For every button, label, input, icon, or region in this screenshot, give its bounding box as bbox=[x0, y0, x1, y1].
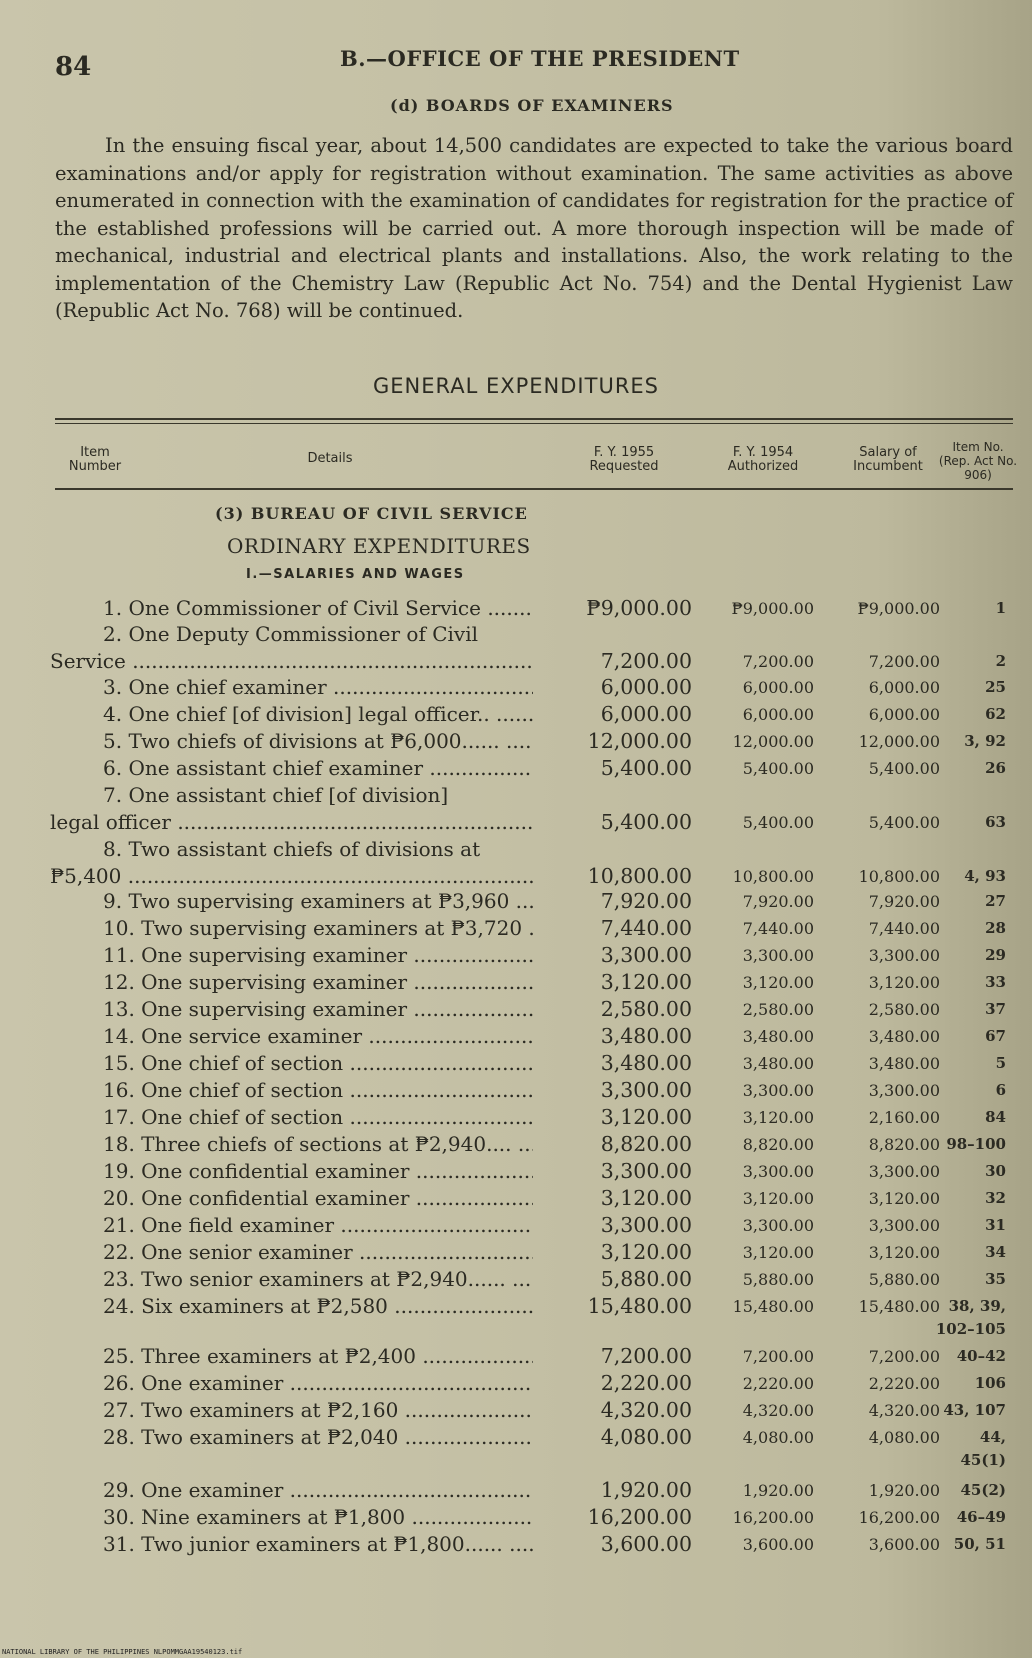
amount-fy1955: 6,000.00 bbox=[600, 702, 692, 726]
item-description: 19. One confidential examiner ..... bbox=[103, 1159, 533, 1183]
bureau-title: (3) BUREAU OF CIVIL SERVICE bbox=[215, 504, 528, 523]
salary-of-incumbent: 3,300.00 bbox=[868, 1216, 940, 1235]
item-description: 11. One supervising examiner ..... bbox=[103, 943, 533, 967]
rep-act-item-number: 50, 51 bbox=[953, 1535, 1006, 1553]
col-header-item-no: Item No. (Rep. Act No. 906) bbox=[938, 440, 1018, 482]
amount-fy1954: 3,120.00 bbox=[742, 1243, 814, 1262]
rep-act-item-number: 28 bbox=[985, 919, 1006, 937]
amount-fy1954: 3,600.00 bbox=[742, 1535, 814, 1554]
col-header-item-number: Item Number bbox=[68, 445, 122, 474]
amount-fy1955: 7,200.00 bbox=[600, 649, 692, 673]
item-description: 4. One chief [of division] legal officer.. ..... bbox=[103, 702, 533, 726]
item-description: 7. One assistant chief [of division] bbox=[103, 783, 449, 807]
amount-fy1955: 3,120.00 bbox=[600, 970, 692, 994]
rep-act-item-number: 98–100 bbox=[946, 1135, 1006, 1153]
salary-of-incumbent: 3,120.00 bbox=[868, 1243, 940, 1262]
rep-act-item-number-continued: 45(1) bbox=[960, 1451, 1006, 1469]
item-description: 31. Two junior examiners at ₱1,800...... ..... bbox=[103, 1532, 533, 1556]
rep-act-item-number: 46–49 bbox=[956, 1508, 1006, 1526]
salary-of-incumbent: 3,300.00 bbox=[868, 1081, 940, 1100]
item-description: 20. One confidential examiner ..... bbox=[103, 1186, 533, 1210]
office-title: B.—OFFICE OF THE PRESIDENT bbox=[340, 46, 740, 71]
salary-of-incumbent: 7,200.00 bbox=[868, 652, 940, 671]
amount-fy1954: 4,080.00 bbox=[742, 1428, 814, 1447]
rep-act-item-number: 35 bbox=[985, 1270, 1006, 1288]
salary-of-incumbent: 5,400.00 bbox=[868, 813, 940, 832]
amount-fy1955: 6,000.00 bbox=[600, 675, 692, 699]
rep-act-item-number: 1 bbox=[995, 599, 1006, 617]
salary-of-incumbent: 7,440.00 bbox=[868, 919, 940, 938]
salary-of-incumbent: 3,300.00 bbox=[868, 946, 940, 965]
salary-of-incumbent: 2,580.00 bbox=[868, 1000, 940, 1019]
intro-paragraph: In the ensuing fiscal year, about 14,500 candidates are expected to take the various board examinations and/or apply for registration without examination. The same activities as above enumerated in connection with the examination of candidates for registration for the practice of the established professions will be carried out. A more thorough inspection will be made of mechanical, industrial and electrical plants and installations. Also, the work relating to the implementation of the Chemistry Law (Republic Act No. 754) and the Dental Hygienist Law (Republic Act No. 768) will be continued. bbox=[55, 134, 1013, 322]
salary-of-incumbent: 5,880.00 bbox=[868, 1270, 940, 1289]
amount-fy1955: 3,600.00 bbox=[600, 1532, 692, 1556]
salary-of-incumbent: 2,220.00 bbox=[868, 1374, 940, 1393]
amount-fy1955: 5,400.00 bbox=[600, 756, 692, 780]
salary-of-incumbent: 3,480.00 bbox=[868, 1054, 940, 1073]
rep-act-item-number: 33 bbox=[985, 973, 1006, 991]
library-stamp: NATIONAL LIBRARY OF THE PHILIPPINES NLPOMMGAA19540123.tif bbox=[2, 1648, 243, 1656]
amount-fy1955: 8,820.00 bbox=[600, 1132, 692, 1156]
salary-of-incumbent: 2,160.00 bbox=[868, 1108, 940, 1127]
rep-act-item-number: 44, bbox=[979, 1428, 1006, 1446]
salary-of-incumbent: 3,480.00 bbox=[868, 1027, 940, 1046]
amount-fy1955: 3,300.00 bbox=[600, 1078, 692, 1102]
col-header-salary: Salary of Incumbent bbox=[853, 445, 923, 474]
item-description-continued: Service ..... bbox=[50, 649, 533, 673]
salary-of-incumbent: 10,800.00 bbox=[858, 867, 940, 886]
item-description: 27. Two examiners at ₱2,160 ..... bbox=[103, 1398, 533, 1422]
item-description-continued: legal officer ..... bbox=[50, 810, 533, 834]
salary-of-incumbent: 3,600.00 bbox=[868, 1535, 940, 1554]
item-description: 13. One supervising examiner ..... bbox=[103, 997, 533, 1021]
amount-fy1954: 7,200.00 bbox=[742, 1347, 814, 1366]
salary-of-incumbent: 5,400.00 bbox=[868, 759, 940, 778]
item-description: 21. One field examiner ..... bbox=[103, 1213, 533, 1237]
rep-act-item-number: 31 bbox=[985, 1216, 1006, 1234]
amount-fy1954: 4,320.00 bbox=[742, 1401, 814, 1420]
rep-act-item-number: 30 bbox=[985, 1162, 1006, 1180]
amount-fy1954: 7,440.00 bbox=[742, 919, 814, 938]
rep-act-item-number: 26 bbox=[985, 759, 1006, 777]
salary-of-incumbent: 16,200.00 bbox=[858, 1508, 940, 1527]
rep-act-item-number: 67 bbox=[985, 1027, 1006, 1045]
amount-fy1955: 2,580.00 bbox=[600, 997, 692, 1021]
col-header-fy1955: F. Y. 1955 Requested bbox=[589, 445, 659, 474]
amount-fy1954: 5,400.00 bbox=[742, 813, 814, 832]
salary-of-incumbent: 7,200.00 bbox=[868, 1347, 940, 1366]
salary-of-incumbent: 8,820.00 bbox=[868, 1135, 940, 1154]
amount-fy1955: 3,480.00 bbox=[600, 1024, 692, 1048]
item-description: 28. Two examiners at ₱2,040 ..... bbox=[103, 1425, 533, 1449]
amount-fy1955: 5,400.00 bbox=[600, 810, 692, 834]
item-description: 25. Three examiners at ₱2,400 ..... bbox=[103, 1344, 533, 1368]
salary-of-incumbent: 6,000.00 bbox=[868, 705, 940, 724]
rep-act-item-number: 3, 92 bbox=[964, 732, 1006, 750]
item-description: 17. One chief of section ..... bbox=[103, 1105, 533, 1129]
general-expenditures-heading: GENERAL EXPENDITURES bbox=[372, 374, 660, 398]
salaries-wages-title: I.—SALARIES AND WAGES bbox=[246, 567, 465, 582]
amount-fy1954: 3,300.00 bbox=[742, 1162, 814, 1181]
item-description: 23. Two senior examiners at ₱2,940...... ..... bbox=[103, 1267, 533, 1291]
amount-fy1954: 2,220.00 bbox=[742, 1374, 814, 1393]
amount-fy1954: 5,400.00 bbox=[742, 759, 814, 778]
item-description: 8. Two assistant chiefs of divisions at bbox=[103, 837, 481, 861]
col-header-fy1954: F. Y. 1954 Authorized bbox=[727, 445, 799, 474]
amount-fy1954: 3,300.00 bbox=[742, 1216, 814, 1235]
salary-of-incumbent: 4,320.00 bbox=[868, 1401, 940, 1420]
item-description: 14. One service examiner ..... bbox=[103, 1024, 533, 1048]
amount-fy1954: 15,480.00 bbox=[732, 1297, 814, 1316]
amount-fy1955: 4,080.00 bbox=[600, 1425, 692, 1449]
amount-fy1954: 3,120.00 bbox=[742, 1189, 814, 1208]
salary-of-incumbent: ₱9,000.00 bbox=[857, 599, 940, 618]
item-description-continued: ₱5,400 ..... bbox=[50, 864, 533, 888]
amount-fy1954: 10,800.00 bbox=[732, 867, 814, 886]
rep-act-item-number: 32 bbox=[985, 1189, 1006, 1207]
item-description: 24. Six examiners at ₱2,580 ..... bbox=[103, 1294, 533, 1318]
amount-fy1954: 3,120.00 bbox=[742, 1108, 814, 1127]
amount-fy1954: 7,920.00 bbox=[742, 892, 814, 911]
rep-act-item-number: 45(2) bbox=[960, 1481, 1006, 1499]
rep-act-item-number: 27 bbox=[985, 892, 1006, 910]
amount-fy1955: 5,880.00 bbox=[600, 1267, 692, 1291]
rep-act-item-number: 63 bbox=[985, 813, 1006, 831]
rep-act-item-number: 37 bbox=[985, 1000, 1006, 1018]
rep-act-item-number: 40–42 bbox=[956, 1347, 1006, 1365]
item-description: 12. One supervising examiner ..... bbox=[103, 970, 533, 994]
item-description: 1. One Commissioner of Civil Service ..... bbox=[103, 596, 533, 620]
ordinary-expenditures-title: ORDINARY EXPENDITURES bbox=[227, 534, 531, 558]
page-number: 84 bbox=[55, 52, 92, 82]
item-description: 16. One chief of section ..... bbox=[103, 1078, 533, 1102]
item-description: 30. Nine examiners at ₱1,800 ..... bbox=[103, 1505, 533, 1529]
rep-act-item-number: 43, 107 bbox=[943, 1401, 1006, 1419]
section-title: (d) BOARDS OF EXAMINERS bbox=[390, 96, 674, 115]
item-description: 5. Two chiefs of divisions at ₱6,000...... ..... bbox=[103, 729, 533, 753]
amount-fy1955: 3,120.00 bbox=[600, 1105, 692, 1129]
amount-fy1954: 1,920.00 bbox=[742, 1481, 814, 1500]
rep-act-item-number: 29 bbox=[985, 946, 1006, 964]
amount-fy1955: 3,120.00 bbox=[600, 1240, 692, 1264]
rep-act-item-number: 84 bbox=[985, 1108, 1006, 1126]
item-description: 22. One senior examiner ..... bbox=[103, 1240, 533, 1264]
salary-of-incumbent: 12,000.00 bbox=[858, 732, 940, 751]
amount-fy1955: 15,480.00 bbox=[587, 1294, 692, 1318]
amount-fy1954: ₱9,000.00 bbox=[731, 599, 814, 618]
amount-fy1954: 3,120.00 bbox=[742, 973, 814, 992]
amount-fy1954: 12,000.00 bbox=[732, 732, 814, 751]
item-description: 18. Three chiefs of sections at ₱2,940.... ..... bbox=[103, 1132, 533, 1156]
amount-fy1955: 7,200.00 bbox=[600, 1344, 692, 1368]
rep-act-item-number: 6 bbox=[995, 1081, 1006, 1099]
amount-fy1955: 16,200.00 bbox=[587, 1505, 692, 1529]
item-description: 2. One Deputy Commissioner of Civil bbox=[103, 622, 479, 646]
amount-fy1955: 1,920.00 bbox=[600, 1478, 692, 1502]
salary-of-incumbent: 3,120.00 bbox=[868, 1189, 940, 1208]
rep-act-item-number: 25 bbox=[985, 678, 1006, 696]
amount-fy1954: 8,820.00 bbox=[742, 1135, 814, 1154]
amount-fy1955: 12,000.00 bbox=[587, 729, 692, 753]
salary-of-incumbent: 1,920.00 bbox=[868, 1481, 940, 1500]
salary-of-incumbent: 15,480.00 bbox=[858, 1297, 940, 1316]
rep-act-item-number: 4, 93 bbox=[964, 867, 1006, 885]
amount-fy1954: 3,480.00 bbox=[742, 1027, 814, 1046]
amount-fy1955: 2,220.00 bbox=[600, 1371, 692, 1395]
item-description: 6. One assistant chief examiner ..... bbox=[103, 756, 533, 780]
salary-of-incumbent: 7,920.00 bbox=[868, 892, 940, 911]
rep-act-item-number: 38, 39, bbox=[948, 1297, 1006, 1315]
salary-of-incumbent: 3,300.00 bbox=[868, 1162, 940, 1181]
amount-fy1955: 7,440.00 bbox=[600, 916, 692, 940]
rep-act-item-number-continued: 102–105 bbox=[935, 1320, 1006, 1338]
amount-fy1954: 6,000.00 bbox=[742, 678, 814, 697]
rep-act-item-number: 62 bbox=[985, 705, 1006, 723]
salary-of-incumbent: 3,120.00 bbox=[868, 973, 940, 992]
amount-fy1954: 6,000.00 bbox=[742, 705, 814, 724]
amount-fy1955: 3,300.00 bbox=[600, 1159, 692, 1183]
amount-fy1954: 3,300.00 bbox=[742, 1081, 814, 1100]
amount-fy1955: 3,300.00 bbox=[600, 1213, 692, 1237]
amount-fy1954: 3,480.00 bbox=[742, 1054, 814, 1073]
amount-fy1955: 3,120.00 bbox=[600, 1186, 692, 1210]
amount-fy1955: 3,480.00 bbox=[600, 1051, 692, 1075]
amount-fy1954: 2,580.00 bbox=[742, 1000, 814, 1019]
item-description: 26. One examiner ..... bbox=[103, 1371, 533, 1395]
amount-fy1955: 10,800.00 bbox=[587, 864, 692, 888]
item-description: 9. Two supervising examiners at ₱3,960 ..... bbox=[103, 889, 533, 913]
salary-of-incumbent: 6,000.00 bbox=[868, 678, 940, 697]
col-header-details: Details bbox=[307, 451, 353, 466]
amount-fy1955: 4,320.00 bbox=[600, 1398, 692, 1422]
rep-act-item-number: 34 bbox=[985, 1243, 1006, 1261]
amount-fy1954: 3,300.00 bbox=[742, 946, 814, 965]
rep-act-item-number: 2 bbox=[995, 652, 1006, 670]
amount-fy1955: 3,300.00 bbox=[600, 943, 692, 967]
amount-fy1955: 7,920.00 bbox=[600, 889, 692, 913]
salary-of-incumbent: 4,080.00 bbox=[868, 1428, 940, 1447]
amount-fy1954: 16,200.00 bbox=[732, 1508, 814, 1527]
item-description: 10. Two supervising examiners at ₱3,720 ..... bbox=[103, 916, 533, 940]
item-description: 3. One chief examiner ..... bbox=[103, 675, 533, 699]
rep-act-item-number: 106 bbox=[974, 1374, 1006, 1392]
item-description: 15. One chief of section ..... bbox=[103, 1051, 533, 1075]
rep-act-item-number: 5 bbox=[995, 1054, 1006, 1072]
item-description: 29. One examiner ..... bbox=[103, 1478, 533, 1502]
amount-fy1955: ₱9,000.00 bbox=[586, 596, 692, 620]
amount-fy1954: 5,880.00 bbox=[742, 1270, 814, 1289]
amount-fy1954: 7,200.00 bbox=[742, 652, 814, 671]
